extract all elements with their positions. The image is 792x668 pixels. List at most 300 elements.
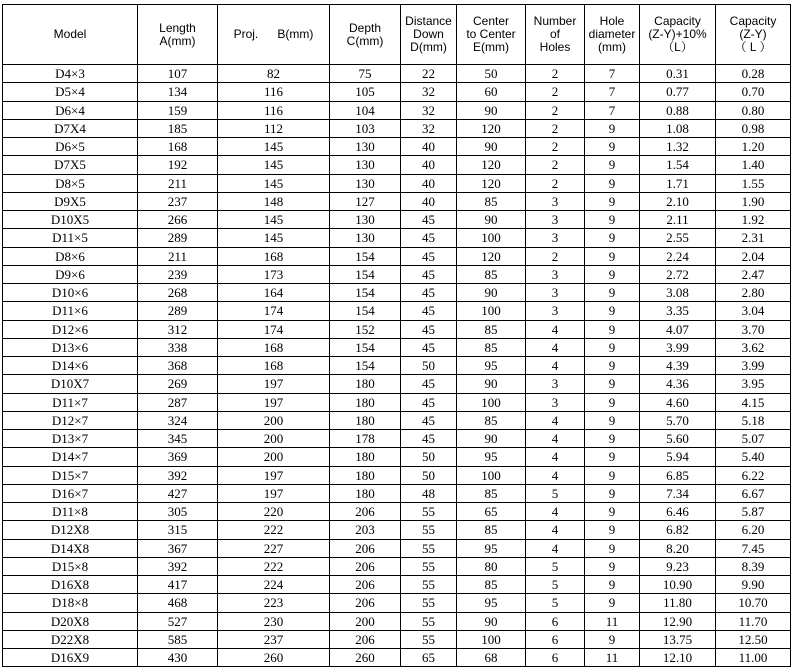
header-hole-diameter	[585, 5, 640, 65]
cell-distance-down: 65	[401, 649, 457, 667]
cell-depth: 127	[330, 192, 401, 210]
table-row	[3, 265, 791, 283]
cell-hole-diameter: 9	[585, 411, 640, 429]
cell-depth: 203	[330, 521, 401, 539]
table-body	[3, 65, 791, 667]
table-row	[3, 338, 791, 356]
cell-distance-down: 32	[401, 101, 457, 119]
cell-center-to-center: 60	[457, 83, 526, 101]
cell-model: D22X8	[3, 630, 138, 648]
header-text: A(mm)	[159, 33, 196, 48]
cell-hole-diameter: 9	[585, 521, 640, 539]
cell-capacity-plus-10: 0.88	[640, 101, 716, 119]
cell-projection: 200	[218, 411, 330, 429]
cell-projection: 145	[218, 138, 330, 156]
table-row	[3, 576, 791, 594]
cell-projection: 200	[218, 448, 330, 466]
cell-projection: 145	[218, 211, 330, 229]
cell-center-to-center: 95	[457, 594, 526, 612]
header-text: to Center	[466, 27, 516, 41]
cell-center-to-center: 120	[457, 174, 526, 192]
cell-hole-diameter: 9	[585, 557, 640, 575]
cell-number-of-holes: 6	[526, 649, 585, 667]
cell-distance-down: 55	[401, 503, 457, 521]
cell-center-to-center: 85	[457, 320, 526, 338]
cell-number-of-holes: 2	[526, 101, 585, 119]
table-row	[3, 229, 791, 247]
cell-depth: 152	[330, 320, 401, 338]
header-text: (Z-Y)	[739, 27, 767, 41]
cell-capacity-plus-10: 2.10	[640, 192, 716, 210]
cell-length: 345	[138, 430, 218, 448]
cell-length: 289	[138, 302, 218, 320]
cell-model: D7X5	[3, 156, 138, 174]
header-capacity	[716, 5, 791, 65]
cell-projection: 116	[218, 83, 330, 101]
cell-distance-down: 45	[401, 430, 457, 448]
cell-projection: 112	[218, 119, 330, 137]
table-row	[3, 101, 791, 119]
cell-projection: 197	[218, 484, 330, 502]
cell-number-of-holes: 2	[526, 83, 585, 101]
cell-projection: 230	[218, 612, 330, 630]
cell-depth: 154	[330, 284, 401, 302]
table-row	[3, 302, 791, 320]
cell-number-of-holes: 5	[526, 576, 585, 594]
cell-model: D18×8	[3, 594, 138, 612]
cell-hole-diameter: 9	[585, 302, 640, 320]
cell-length: 468	[138, 594, 218, 612]
cell-length: 585	[138, 630, 218, 648]
header-depth	[330, 5, 401, 65]
cell-center-to-center: 100	[457, 229, 526, 247]
cell-distance-down: 45	[401, 229, 457, 247]
header-text: Model	[53, 27, 87, 41]
cell-depth: 206	[330, 576, 401, 594]
cell-capacity: 3.95	[716, 375, 791, 393]
cell-depth: 130	[330, 156, 401, 174]
cell-capacity: 5.18	[716, 411, 791, 429]
cell-length: 338	[138, 338, 218, 356]
cell-length: 134	[138, 83, 218, 101]
cell-projection: 197	[218, 393, 330, 411]
cell-projection: 148	[218, 192, 330, 210]
table-row	[3, 192, 791, 210]
cell-length: 268	[138, 284, 218, 302]
cell-capacity: 6.20	[716, 521, 791, 539]
cell-capacity: 0.28	[716, 65, 791, 83]
cell-model: D14×7	[3, 448, 138, 466]
cell-capacity-plus-10: 7.34	[640, 484, 716, 502]
cell-number-of-holes: 3	[526, 211, 585, 229]
cell-length: 527	[138, 612, 218, 630]
header-text: D(mm)	[410, 40, 447, 54]
cell-length: 392	[138, 557, 218, 575]
cell-hole-diameter: 9	[585, 594, 640, 612]
cell-capacity: 9.90	[716, 576, 791, 594]
cell-hole-diameter: 9	[585, 320, 640, 338]
header-projection	[218, 5, 330, 65]
cell-center-to-center: 100	[457, 393, 526, 411]
cell-length: 430	[138, 649, 218, 667]
cell-center-to-center: 100	[457, 466, 526, 484]
table-row	[3, 484, 791, 502]
cell-number-of-holes: 3	[526, 229, 585, 247]
cell-depth: 105	[330, 83, 401, 101]
cell-center-to-center: 85	[457, 576, 526, 594]
cell-depth: 104	[330, 101, 401, 119]
table-row	[3, 65, 791, 83]
cell-distance-down: 55	[401, 612, 457, 630]
cell-hole-diameter: 9	[585, 466, 640, 484]
cell-distance-down: 32	[401, 119, 457, 137]
cell-depth: 154	[330, 357, 401, 375]
header-text: Hole	[599, 14, 625, 28]
cell-capacity-plus-10: 2.11	[640, 211, 716, 229]
cell-length: 369	[138, 448, 218, 466]
cell-capacity: 2.31	[716, 229, 791, 247]
cell-number-of-holes: 2	[526, 119, 585, 137]
cell-capacity: 3.99	[716, 357, 791, 375]
table-row	[3, 284, 791, 302]
cell-model: D11×5	[3, 229, 138, 247]
cell-center-to-center: 80	[457, 557, 526, 575]
cell-model: D16×7	[3, 484, 138, 502]
header-text: Length	[159, 20, 196, 35]
cell-projection: 168	[218, 338, 330, 356]
cell-center-to-center: 100	[457, 302, 526, 320]
header-text: (Z-Y)+10%	[648, 27, 707, 41]
cell-distance-down: 50	[401, 448, 457, 466]
cell-depth: 180	[330, 411, 401, 429]
cell-number-of-holes: 4	[526, 338, 585, 356]
cell-projection: 164	[218, 284, 330, 302]
cell-model: D9×6	[3, 265, 138, 283]
cell-capacity-plus-10: 13.75	[640, 630, 716, 648]
cell-projection: 223	[218, 594, 330, 612]
cell-distance-down: 32	[401, 83, 457, 101]
table-row	[3, 174, 791, 192]
cell-center-to-center: 85	[457, 192, 526, 210]
header-text: Capacity	[729, 14, 777, 28]
cell-distance-down: 50	[401, 357, 457, 375]
cell-capacity-plus-10: 9.23	[640, 557, 716, 575]
cell-capacity-plus-10: 2.72	[640, 265, 716, 283]
cell-capacity: 11.00	[716, 649, 791, 667]
cell-depth: 180	[330, 448, 401, 466]
cell-projection: 220	[218, 503, 330, 521]
header-text: （L）	[662, 40, 693, 54]
cell-length: 417	[138, 576, 218, 594]
header-text: Depth	[348, 20, 382, 35]
cell-capacity-plus-10: 12.90	[640, 612, 716, 630]
cell-model: D15×8	[3, 557, 138, 575]
cell-center-to-center: 120	[457, 119, 526, 137]
cell-hole-diameter: 9	[585, 357, 640, 375]
cell-projection: 116	[218, 101, 330, 119]
cell-capacity: 2.47	[716, 265, 791, 283]
cell-depth: 206	[330, 539, 401, 557]
cell-capacity-plus-10: 6.82	[640, 521, 716, 539]
cell-number-of-holes: 4	[526, 539, 585, 557]
cell-capacity: 10.70	[716, 594, 791, 612]
cell-projection: 222	[218, 557, 330, 575]
cell-projection: 168	[218, 357, 330, 375]
cell-hole-diameter: 7	[585, 65, 640, 83]
cell-number-of-holes: 3	[526, 375, 585, 393]
cell-number-of-holes: 3	[526, 192, 585, 210]
cell-depth: 180	[330, 375, 401, 393]
cell-number-of-holes: 2	[526, 138, 585, 156]
cell-capacity: 11.70	[716, 612, 791, 630]
table-row	[3, 557, 791, 575]
cell-center-to-center: 85	[457, 484, 526, 502]
cell-hole-diameter: 9	[585, 174, 640, 192]
cell-capacity-plus-10: 1.54	[640, 156, 716, 174]
cell-distance-down: 55	[401, 630, 457, 648]
cell-distance-down: 45	[401, 302, 457, 320]
header-row	[3, 5, 791, 65]
cell-projection: 237	[218, 630, 330, 648]
table-row	[3, 357, 791, 375]
cell-center-to-center: 95	[457, 539, 526, 557]
cell-hole-diameter: 9	[585, 430, 640, 448]
cell-number-of-holes: 5	[526, 594, 585, 612]
table-row	[3, 393, 791, 411]
cell-center-to-center: 90	[457, 211, 526, 229]
cell-model: D14X8	[3, 539, 138, 557]
header-text: Distance	[405, 14, 452, 28]
header-text: (mm)	[598, 40, 626, 54]
cell-projection: 174	[218, 302, 330, 320]
table-row	[3, 466, 791, 484]
cell-capacity: 1.20	[716, 138, 791, 156]
cell-depth: 130	[330, 211, 401, 229]
cell-model: D6×4	[3, 101, 138, 119]
header-text: B(mm)	[277, 27, 314, 41]
cell-length: 185	[138, 119, 218, 137]
cell-center-to-center: 90	[457, 101, 526, 119]
table-row	[3, 138, 791, 156]
header-text: C(mm)	[346, 33, 384, 48]
cell-model: D13×6	[3, 338, 138, 356]
cell-depth: 178	[330, 430, 401, 448]
cell-capacity-plus-10: 1.71	[640, 174, 716, 192]
table-row	[3, 375, 791, 393]
cell-length: 159	[138, 101, 218, 119]
cell-projection: 197	[218, 466, 330, 484]
cell-depth: 200	[330, 612, 401, 630]
cell-projection: 222	[218, 521, 330, 539]
cell-distance-down: 55	[401, 576, 457, 594]
cell-center-to-center: 90	[457, 138, 526, 156]
header-text: Number	[533, 14, 577, 28]
cell-capacity: 7.45	[716, 539, 791, 557]
cell-model: D10X5	[3, 211, 138, 229]
cell-center-to-center: 90	[457, 612, 526, 630]
cell-distance-down: 45	[401, 393, 457, 411]
cell-distance-down: 55	[401, 539, 457, 557]
cell-depth: 154	[330, 247, 401, 265]
cell-model: D11×7	[3, 393, 138, 411]
cell-projection: 145	[218, 229, 330, 247]
cell-capacity: 5.40	[716, 448, 791, 466]
cell-model: D14×6	[3, 357, 138, 375]
table-row	[3, 448, 791, 466]
cell-projection: 227	[218, 539, 330, 557]
cell-capacity: 0.70	[716, 83, 791, 101]
cell-length: 269	[138, 375, 218, 393]
cell-number-of-holes: 4	[526, 357, 585, 375]
specification-table	[2, 4, 791, 667]
cell-capacity: 0.80	[716, 101, 791, 119]
cell-capacity-plus-10: 3.35	[640, 302, 716, 320]
cell-capacity-plus-10: 12.10	[640, 649, 716, 667]
cell-depth: 180	[330, 466, 401, 484]
cell-distance-down: 45	[401, 265, 457, 283]
cell-length: 287	[138, 393, 218, 411]
cell-capacity-plus-10: 4.39	[640, 357, 716, 375]
cell-hole-diameter: 9	[585, 539, 640, 557]
cell-length: 266	[138, 211, 218, 229]
cell-depth: 154	[330, 302, 401, 320]
header-text: of	[549, 27, 560, 41]
cell-projection: 82	[218, 65, 330, 83]
cell-capacity: 5.07	[716, 430, 791, 448]
cell-distance-down: 40	[401, 192, 457, 210]
cell-model: D11×6	[3, 302, 138, 320]
cell-distance-down: 40	[401, 156, 457, 174]
cell-number-of-holes: 4	[526, 320, 585, 338]
header-text: E(mm)	[473, 40, 509, 54]
cell-distance-down: 22	[401, 65, 457, 83]
cell-model: D9X5	[3, 192, 138, 210]
cell-model: D16X9	[3, 649, 138, 667]
cell-depth: 75	[330, 65, 401, 83]
cell-depth: 154	[330, 265, 401, 283]
table-row	[3, 411, 791, 429]
cell-capacity-plus-10: 4.36	[640, 375, 716, 393]
cell-capacity: 1.40	[716, 156, 791, 174]
cell-capacity: 8.39	[716, 557, 791, 575]
cell-hole-diameter: 9	[585, 265, 640, 283]
cell-hole-diameter: 9	[585, 119, 640, 137]
cell-distance-down: 45	[401, 338, 457, 356]
cell-number-of-holes: 6	[526, 630, 585, 648]
cell-capacity-plus-10: 4.07	[640, 320, 716, 338]
table-row	[3, 521, 791, 539]
cell-hole-diameter: 7	[585, 83, 640, 101]
cell-center-to-center: 50	[457, 65, 526, 83]
header-capacity-plus-10	[640, 5, 716, 65]
cell-depth: 180	[330, 393, 401, 411]
cell-model: D12×7	[3, 411, 138, 429]
header-text: Down	[413, 27, 444, 41]
cell-capacity-plus-10: 1.32	[640, 138, 716, 156]
cell-number-of-holes: 4	[526, 521, 585, 539]
cell-number-of-holes: 2	[526, 247, 585, 265]
cell-length: 368	[138, 357, 218, 375]
cell-model: D15×7	[3, 466, 138, 484]
cell-number-of-holes: 3	[526, 302, 585, 320]
cell-hole-diameter: 9	[585, 375, 640, 393]
cell-number-of-holes: 4	[526, 503, 585, 521]
cell-distance-down: 55	[401, 521, 457, 539]
cell-distance-down: 45	[401, 247, 457, 265]
cell-capacity-plus-10: 5.70	[640, 411, 716, 429]
cell-model: D5×4	[3, 83, 138, 101]
header-text: Holes	[539, 40, 571, 54]
cell-capacity-plus-10: 2.24	[640, 247, 716, 265]
cell-model: D13×7	[3, 430, 138, 448]
cell-model: D16X8	[3, 576, 138, 594]
cell-depth: 180	[330, 484, 401, 502]
cell-hole-diameter: 9	[585, 138, 640, 156]
table-row	[3, 503, 791, 521]
cell-hole-diameter: 9	[585, 484, 640, 502]
cell-hole-diameter: 9	[585, 247, 640, 265]
table-row	[3, 156, 791, 174]
cell-hole-diameter: 9	[585, 284, 640, 302]
cell-hole-diameter: 9	[585, 156, 640, 174]
cell-length: 211	[138, 174, 218, 192]
cell-center-to-center: 120	[457, 156, 526, 174]
header-length	[138, 5, 218, 65]
cell-distance-down: 48	[401, 484, 457, 502]
cell-capacity-plus-10: 10.90	[640, 576, 716, 594]
cell-model: D12X8	[3, 521, 138, 539]
cell-distance-down: 40	[401, 174, 457, 192]
cell-capacity: 12.50	[716, 630, 791, 648]
cell-number-of-holes: 5	[526, 484, 585, 502]
cell-projection: 145	[218, 174, 330, 192]
cell-distance-down: 55	[401, 557, 457, 575]
cell-length: 239	[138, 265, 218, 283]
cell-capacity-plus-10: 0.77	[640, 83, 716, 101]
table-row	[3, 630, 791, 648]
cell-number-of-holes: 6	[526, 612, 585, 630]
cell-capacity-plus-10: 3.99	[640, 338, 716, 356]
cell-center-to-center: 65	[457, 503, 526, 521]
header-number-of-holes	[526, 5, 585, 65]
cell-hole-diameter: 9	[585, 229, 640, 247]
cell-number-of-holes: 3	[526, 393, 585, 411]
table-row	[3, 247, 791, 265]
table-row	[3, 119, 791, 137]
cell-projection: 260	[218, 649, 330, 667]
cell-center-to-center: 95	[457, 357, 526, 375]
table-row	[3, 539, 791, 557]
cell-projection: 174	[218, 320, 330, 338]
cell-length: 305	[138, 503, 218, 521]
cell-projection: 173	[218, 265, 330, 283]
cell-length: 315	[138, 521, 218, 539]
cell-hole-diameter: 9	[585, 503, 640, 521]
cell-capacity: 1.55	[716, 174, 791, 192]
cell-model: D8×5	[3, 174, 138, 192]
header-text: （ L ）	[734, 40, 772, 54]
cell-length: 367	[138, 539, 218, 557]
cell-hole-diameter: 11	[585, 612, 640, 630]
cell-projection: 224	[218, 576, 330, 594]
cell-model: D10X7	[3, 375, 138, 393]
table-row	[3, 612, 791, 630]
cell-depth: 260	[330, 649, 401, 667]
cell-capacity: 5.87	[716, 503, 791, 521]
cell-length: 211	[138, 247, 218, 265]
cell-depth: 206	[330, 503, 401, 521]
cell-distance-down: 45	[401, 284, 457, 302]
